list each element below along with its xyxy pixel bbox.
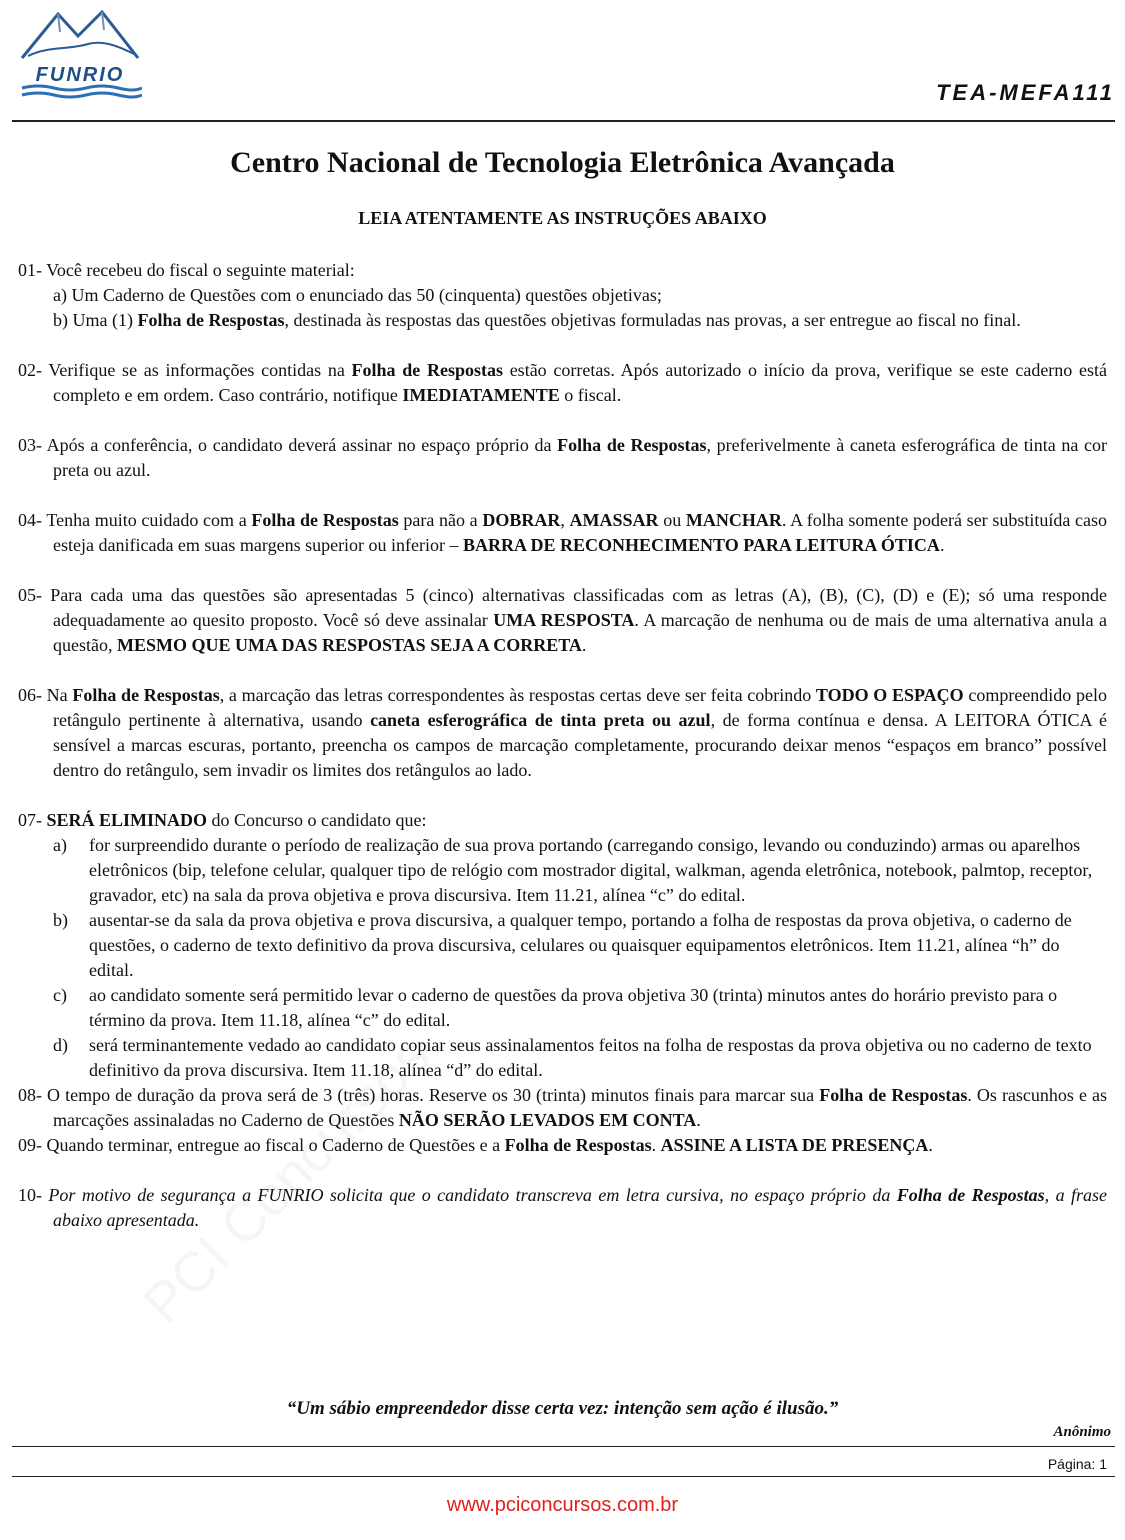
elimination-list	[53, 833, 1107, 1083]
text-span: . A marcação de nenhuma ou de mais de uma alternativa anula a questão,	[53, 610, 1108, 655]
text-span: . A folha somente poderá ser substituída caso esteja danificada em suas margens superior ou inferior –	[53, 510, 1107, 555]
text-span: .	[939, 535, 945, 555]
page-subtitle: LEIA ATENTAMENTE AS INSTRUÇÕES ABAIXO	[358, 208, 767, 228]
quote: “Um sábio empreendedor disse certa vez: intenção sem ação é ilusão.”	[286, 1398, 839, 1419]
funrio-logo	[18, 6, 142, 102]
item-text: será terminantemente vedado ao candidato copiar seus assinalamentos feitos na folha de respostas da prova objetiva ou no caderno de texto definitivo da prova discursiva. Item 11.18, alínea “d” do edital.	[89, 1035, 1092, 1080]
item-letter: c)	[53, 985, 67, 1005]
text-span: .	[651, 1135, 661, 1155]
instruction-03	[18, 433, 1107, 483]
text-span: 09- Quando terminar, entregue ao fiscal o Caderno de Questões e a	[18, 1135, 505, 1155]
bold-span: UMA RESPOSTA	[493, 610, 635, 630]
mountain-logo-icon	[18, 6, 142, 102]
text-span: compreendido pelo retângulo pertinente à alternativa, usando	[53, 685, 1107, 730]
instruction-01-a: a) Um Caderno de Questões com o enunciado das 50 (cinquenta) questões objetivas;	[53, 285, 662, 305]
text-span: 08- O tempo de duração da prova será de 3 (três) horas. Reserve os 30 (trinta) minutos finais para marcar sua	[18, 1085, 820, 1105]
quote-author: Anônimo	[1053, 1424, 1111, 1440]
bold-span: Folha de Respostas	[504, 1135, 652, 1155]
bold-span: SERÁ ELIMINADO	[46, 810, 208, 830]
bold-span: NÃO SERÃO LEVADOS EM CONTA	[398, 1110, 697, 1130]
bold-italic-span: Folha de Respostas	[896, 1185, 1045, 1205]
instruction-10	[18, 1183, 1107, 1233]
text-span: 06- Na	[18, 685, 73, 705]
item-text: for surpreendido durante o período de realização de sua prova portando (carregando consigo, levando ou conduzindo) armas ou aparelhos eletrônicos (bip, telefone celular, qualquer tipo de relógio com mostrador digital, walkman, agenda eletrônica, notebook, palmtop, receptor, gravador, etc) na sala da prova objetiva e prova discursiva. Item 11.21, alínea “c” do edital.	[89, 835, 1093, 905]
page-number: Página: 1	[1047, 1456, 1107, 1472]
instruction-01-b-bold: Folha de Respostas	[137, 310, 285, 330]
text-span: do Concurso o candidato que:	[207, 810, 427, 830]
bold-span: caneta esferográfica de tinta preta ou azul	[370, 710, 711, 730]
bold-span: TODO O ESPAÇO	[815, 685, 964, 705]
elimination-item-b	[53, 908, 1107, 983]
bold-span: AMASSAR	[569, 510, 659, 530]
logo-text: FUNRIO	[35, 64, 125, 86]
bold-span: Folha de Respostas	[351, 360, 503, 380]
instruction-05	[18, 583, 1107, 658]
elimination-item-c	[53, 983, 1107, 1033]
bold-span: ASSINE A LISTA DE PRESENÇA	[660, 1135, 929, 1155]
text-span: 02- Verifique se as informações contidas na	[18, 360, 352, 380]
instruction-01	[18, 258, 1107, 333]
item-letter: b)	[53, 910, 68, 930]
instruction-02	[18, 358, 1107, 408]
instruction-08	[18, 1083, 1107, 1133]
bold-span: Folha de Respostas	[557, 435, 707, 455]
elimination-item-d	[53, 1033, 1107, 1083]
text-span: , preferivelmente à caneta esferográfica de tinta na cor preta ou azul.	[53, 435, 1108, 480]
instructions-list	[18, 258, 1107, 1258]
item-text: ao candidato somente será permitido levar o caderno de questões da prova objetiva 30 (trinta) minutos antes do horário previsto para o término da prova. Item 11.18, alínea “c” do edital.	[89, 985, 1058, 1030]
italic-span: , a frase abaixo apresentada.	[53, 1185, 1108, 1230]
instruction-01-text: 01- Você recebeu do fiscal o seguinte material:	[18, 260, 355, 280]
text-span: 10-	[18, 1185, 49, 1205]
bold-span: MESMO QUE UMA DAS RESPOSTAS SEJA A CORRETA	[116, 635, 582, 655]
bold-span: Folha de Respostas	[72, 685, 220, 705]
instruction-09	[18, 1133, 1107, 1158]
text-span: .	[696, 1110, 701, 1130]
text-span: 03- Após a conferência, o candidato deverá assinar no espaço próprio da	[18, 435, 558, 455]
instruction-04	[18, 508, 1107, 558]
elimination-item-a	[53, 833, 1107, 908]
item-letter: a)	[53, 835, 67, 855]
instruction-01-b-text: b) Uma (1)	[53, 310, 138, 330]
bold-span: Folha de Respostas	[251, 510, 399, 530]
text-span: ,	[560, 510, 570, 530]
item-letter: d)	[53, 1035, 68, 1055]
text-span: . Os rascunhos e as marcações assinaladas no Caderno de Questões	[53, 1085, 1108, 1130]
bottom-divider	[12, 1446, 1115, 1447]
text-span: , de forma contínua e densa. A LEITORA ÓTICA é sensível a marcas escuras, portanto, preencha os campos de marcação completamente, procurando deixar menos “espaços em branco” possível dentro do retângulo, sem invadir os limites dos retângulos ao lado.	[53, 710, 1107, 780]
bold-span: BARRA DE RECONHECIMENTO PARA LEITURA ÓTICA	[463, 535, 940, 555]
bottom-divider-2	[12, 1476, 1115, 1477]
text-span: 07-	[18, 810, 47, 830]
bold-span: DOBRAR	[482, 510, 561, 530]
instruction-01-b	[53, 308, 1107, 333]
text-span: estão corretas. Após autorizado o início da prova, verifique se este caderno está completo e em ordem. Caso contrário, notifique	[53, 360, 1107, 405]
text-span: .	[581, 635, 587, 655]
text-span: .	[928, 1135, 933, 1155]
item-text: ausentar-se da sala da prova objetiva e prova discursiva, a qualquer tempo, portando a folha de respostas da prova objetiva, o caderno de questões, o caderno de texto definitivo da prova discursiva, celulares ou quaisquer equipamentos eletrônicos. Item 11.21, alínea “h” do edital.	[89, 910, 1072, 980]
text-span: o fiscal.	[559, 385, 622, 405]
footer-url[interactable]: www.pciconcursos.com.br	[446, 1494, 679, 1516]
instruction-06	[18, 683, 1107, 783]
text-span: para não a	[398, 510, 483, 530]
bold-span: Folha de Respostas	[819, 1085, 968, 1105]
instruction-07	[18, 808, 1107, 1083]
text-span: , a marcação das letras correspondentes às respostas certas deve ser feita cobrindo	[219, 685, 816, 705]
text-span: ou	[658, 510, 686, 530]
instruction-01-b-text-2: , destinada às respostas das questões objetivas formuladas nas provas, a ser entregue ao fiscal no final.	[284, 310, 1021, 330]
exam-code: TEA-MEFA111	[936, 80, 1115, 105]
text-span: 04- Tenha muito cuidado com a	[18, 510, 252, 530]
page-title: Centro Nacional de Tecnologia Eletrônica Avançada	[230, 146, 895, 179]
italic-span: Por motivo de segurança a FUNRIO solicita que o candidato transcreva em letra cursiva, no espaço próprio da	[48, 1185, 897, 1205]
bold-span: MANCHAR	[685, 510, 782, 530]
bold-span: IMEDIATAMENTE	[402, 385, 560, 405]
top-divider	[12, 120, 1115, 122]
text-span: 05- Para cada uma das questões são apresentadas 5 (cinco) alternativas classificadas com as letras (A), (B), (C), (D) e (E); só uma responde adequadamente ao quesito proposto. Você só deve assinalar	[18, 585, 1107, 630]
